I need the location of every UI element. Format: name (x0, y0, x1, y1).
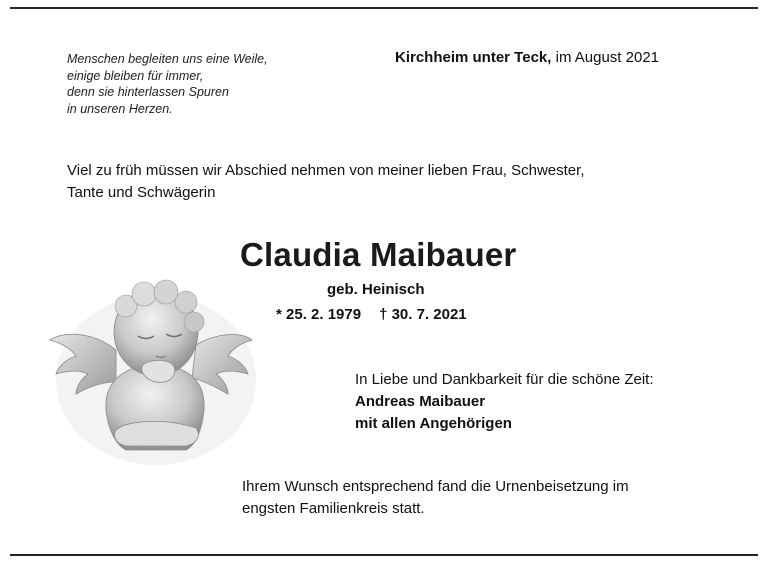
closing-text (242, 476, 629, 520)
intro-line: Tante und Schwägerin (67, 184, 216, 201)
angel-figure-icon (46, 270, 256, 470)
motto-verse (67, 51, 268, 117)
death-date: † 30. 7. 2021 (379, 306, 467, 323)
closing-line: engsten Familienkreis statt. (242, 500, 425, 517)
top-rule (10, 7, 758, 9)
motto-line: Menschen begleiten uns eine Weile, (67, 52, 268, 66)
date: im August 2021 (551, 49, 660, 66)
intro-line: Viel zu früh müssen wir Abschied nehmen von meiner lieben Frau, Schwester, (67, 162, 585, 179)
city: Kirchheim unter Teck, (395, 49, 552, 66)
thanks-block (355, 369, 654, 435)
life-dates (276, 306, 467, 323)
closing-line: Ihrem Wunsch entsprechend fand die Urnenbeisetzung im (242, 478, 629, 495)
bottom-rule (10, 554, 758, 556)
motto-line: einige bleiben für immer, (67, 68, 204, 83)
place-date (395, 49, 659, 66)
mourner-relatives: mit allen Angehörigen (355, 415, 512, 432)
deceased-name: Claudia Maibauer (240, 236, 517, 273)
mourner-name: Andreas Maibauer (355, 393, 486, 410)
birth-date: * 25. 2. 1979 (276, 306, 362, 323)
maiden-name: geb. Heinisch (327, 281, 425, 298)
thanks-line: In Liebe und Dankbarkeit für die schöne Zeit: (355, 371, 654, 388)
motto-line: in unseren Herzen. (67, 101, 173, 116)
motto-line: denn sie hinterlassen Spuren (67, 85, 229, 99)
intro-text (67, 160, 707, 204)
